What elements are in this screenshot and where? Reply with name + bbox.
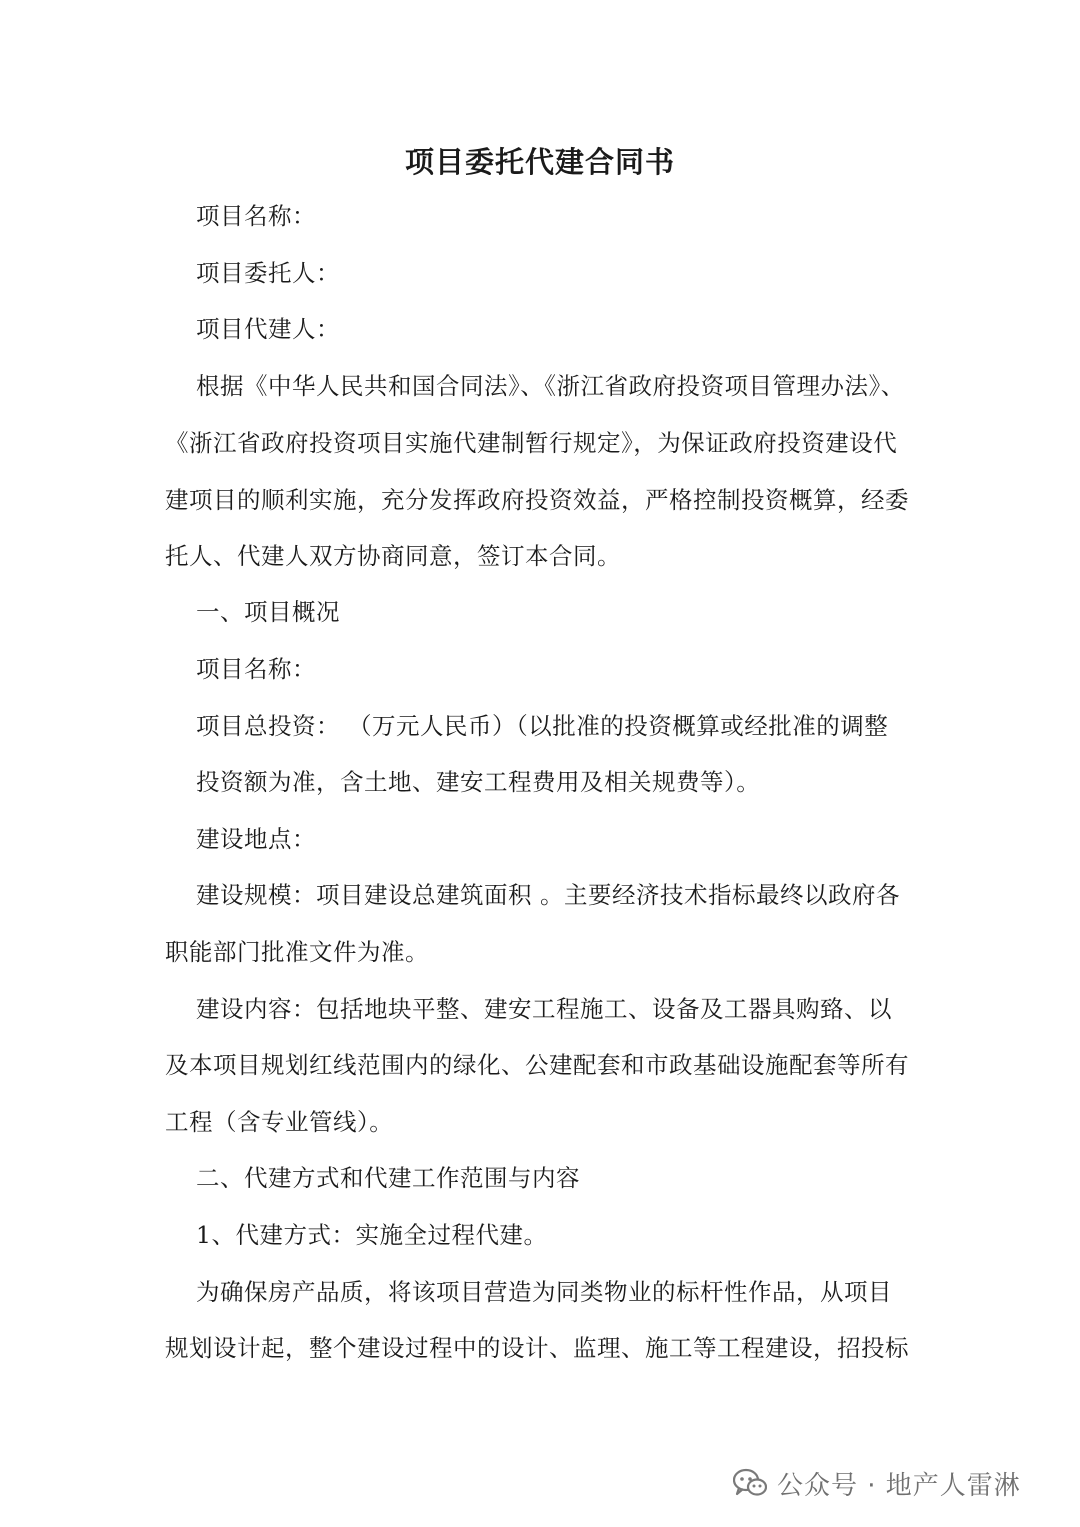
overview-scale-2: 职能部门批准文件为准。: [165, 938, 429, 966]
wechat-icon: [733, 1468, 767, 1498]
section-1-heading: 一、项目概况: [196, 598, 340, 626]
section-2-heading: 二、代建方式和代建工作范围与内容: [196, 1164, 580, 1192]
watermark: [733, 1463, 1021, 1503]
overview-location: 建设地点：: [196, 825, 316, 853]
overview-content-2: 及本项目规划红线范围内的绿化、公建配套和市政基础设施配套等所有: [165, 1051, 909, 1079]
preamble-line-2: 《浙江省政府投资项目实施代建制暂行规定》，为保证政府投资建设代: [165, 429, 898, 457]
overview-total-investment-2: 投资额为准，含土地、建安工程费用及相关规费等）。: [196, 768, 761, 796]
overview-content-1: 建设内容：包括地块平整、建安工程施工、设备及工器具购臵、以: [196, 995, 892, 1023]
agency-mode-line: 1、代建方式：实施全过程代建。: [196, 1221, 548, 1249]
preamble-line-3: 建项目的顺利实施，充分发挥政府投资效益，严格控制投资概算，经委: [165, 486, 909, 514]
project-name-line: 项目名称：: [196, 202, 316, 230]
project-client-line: 项目委托人：: [196, 259, 340, 287]
quality-paragraph-line-1: 为确保房产品质，将该项目营造为同类物业的标杆性作品，从项目: [196, 1278, 892, 1306]
watermark-text: 公众号 · 地产人雷淋: [777, 1470, 1021, 1501]
overview-scale-1: 建设规模：项目建设总建筑面积 。主要经济技术指标最终以政府各: [196, 881, 900, 909]
overview-total-investment-1: 项目总投资： （万元人民币）（以批准的投资概算或经批准的调整: [196, 712, 889, 740]
preamble-line-1: 根据《中华人民共和国合同法》、《浙江省政府投资项目管理办法》、: [196, 372, 905, 400]
document-title: 项目委托代建合同书: [404, 145, 675, 179]
preamble-line-4: 托人、代建人双方协商同意，签订本合同。: [165, 542, 621, 570]
project-agent-line: 项目代建人：: [196, 315, 340, 343]
quality-paragraph-line-2: 规划设计起，整个建设过程中的设计、监理、施工等工程建设，招投标: [165, 1334, 909, 1362]
overview-content-3: 工程（含专业管线）。: [165, 1108, 394, 1136]
overview-project-name: 项目名称：: [196, 655, 316, 683]
